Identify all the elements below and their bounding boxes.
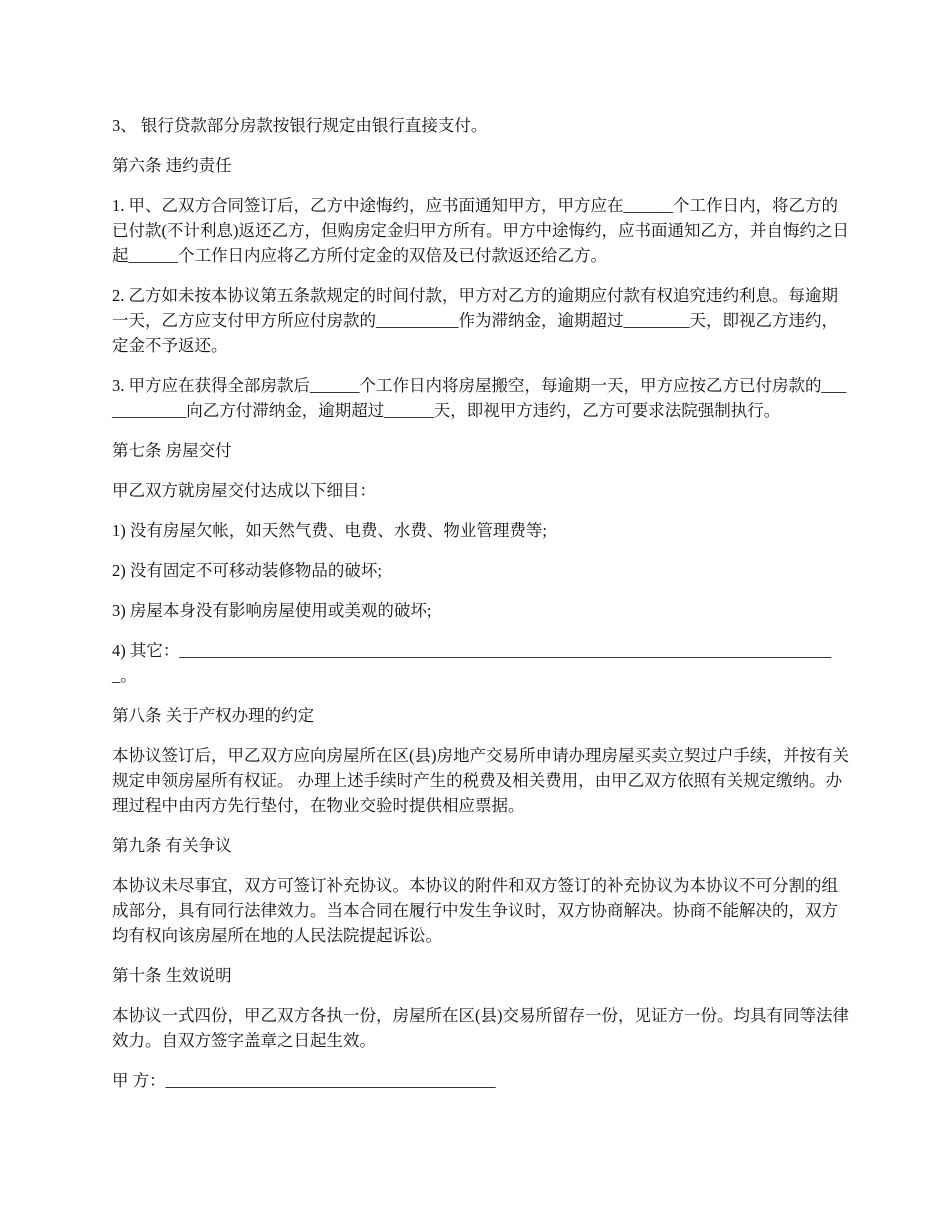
article-6-item-1: 1. 甲、乙双方合同签订后，乙方中途悔约，应书面通知甲方，甲方应在______个工作日内，将乙方的已付款(不计利息)返还乙方，但购房定金归甲方所有。甲方中途悔约，应书面通知乙方，并自悔约之日起______个工作日内应将乙方所付定金的双倍及已付款返还给乙方。 bbox=[112, 196, 849, 265]
article-7-intro: 甲乙双方就房屋交付达成以下细目： bbox=[112, 481, 376, 500]
article-7-item-4: 4) 其它：________________________________________________________________________________。 bbox=[112, 641, 832, 685]
article-6-item-3: 3. 甲方应在获得全部房款后______个工作日内将房屋搬空，每逾期一天，甲方应按乙方已付房款的____________向乙方付滞纳金，逾期超过______天，即视甲方违约，乙方可要求法院强制执行。 bbox=[112, 376, 847, 420]
clause-5-item-3: 3、 银行贷款部分房款按银行规定由银行直接支付。 bbox=[112, 116, 488, 135]
article-7-item-1: 1) 没有房屋欠帐，如天然气费、电费、水费、物业管理费等; bbox=[112, 521, 547, 540]
article-7-item-2: 2) 没有固定不可移动装修物品的破坏; bbox=[112, 561, 382, 580]
article-7-heading: 第七条 房屋交付 bbox=[112, 441, 232, 460]
article-8-body: 本协议签订后，甲乙双方应向房屋所在区(县)房地产交易所申请办理房屋买卖立契过户手续，并按有关规定申领房屋所有权证。 办理上述手续时产生的税费及相关费用，由甲乙双方依照有关规定缴纳。办理过程中由丙方先行垫付，在物业交验时提供相应票据。 bbox=[112, 746, 849, 815]
party-a-signature-line: 甲 方：________________________________________ bbox=[112, 1071, 496, 1090]
article-7-item-3: 3) 房屋本身没有影响房屋使用或美观的破坏; bbox=[112, 601, 432, 620]
article-6-heading: 第六条 违约责任 bbox=[112, 156, 232, 175]
article-8-heading: 第八条 关于产权办理的约定 bbox=[112, 706, 315, 725]
article-6-item-2: 2. 乙方如未按本协议第五条款规定的时间付款，甲方对乙方的逾期应付款有权追究违约利息。每逾期一天，乙方应支付甲方所应付房款的__________作为滞纳金，逾期超过________天，即视乙方违约，定金不予返还。 bbox=[112, 286, 838, 355]
article-10-heading: 第十条 生效说明 bbox=[112, 966, 232, 985]
document-body bbox=[112, 113, 852, 1107]
article-9-heading: 第九条 有关争议 bbox=[112, 836, 232, 855]
article-9-body: 本协议未尽事宜，双方可签订补充协议。本协议的附件和双方签订的补充协议为本协议不可分割的组成部分，具有同行法律效力。当本合同在履行中发生争议时，双方协商解决。协商不能解决的，双方均有权向该房屋所在地的人民法院提起诉讼。 bbox=[112, 876, 838, 945]
article-10-body: 本协议一式四份，甲乙双方各执一份，房屋所在区(县)交易所留存一份，见证方一份。均具有同等法律效力。自双方签字盖章之日起生效。 bbox=[112, 1006, 849, 1050]
